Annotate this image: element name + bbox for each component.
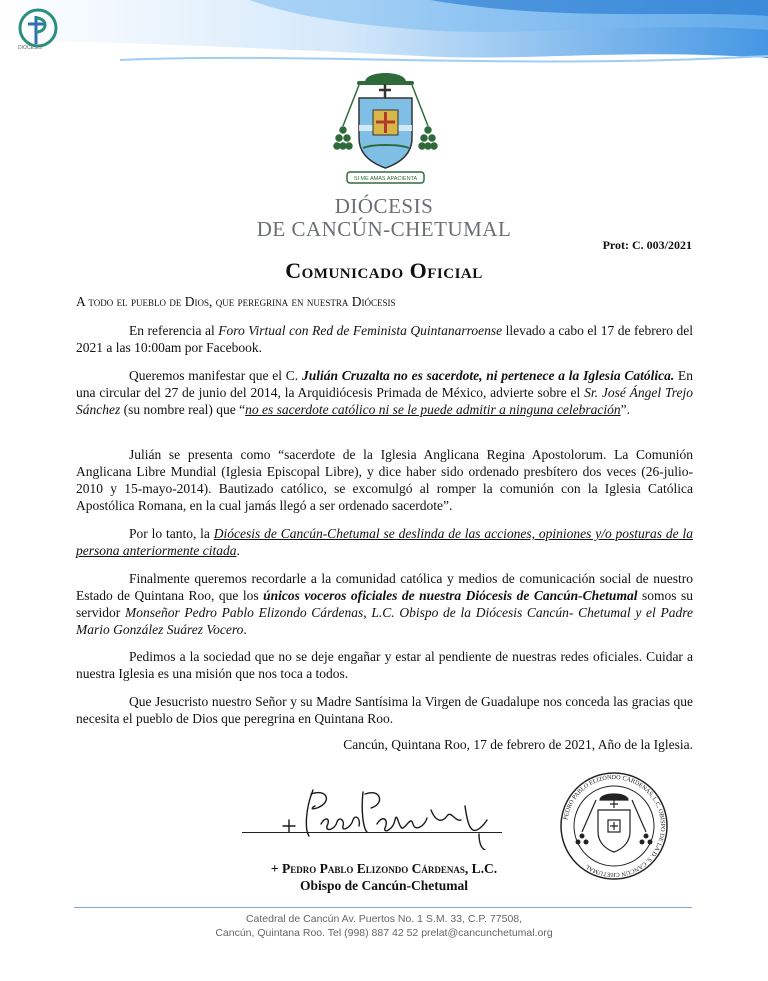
header-wave-banner — [0, 0, 768, 75]
diocese-name-line1: DIÓCESIS — [334, 194, 434, 218]
greeting: A todo el pueblo de Dios, que peregrina en nuestra Diócesis — [76, 294, 396, 309]
diocese-logo-icon — [14, 6, 62, 60]
handwritten-signature — [265, 780, 495, 850]
p5-spokespersons: Monseñor Pedro Pablo Elizondo Cárdenas, L.C. Obispo de la Diócesis Cancún- Chetumal y el Padre Mario González Suárez Vocero — [76, 605, 693, 637]
paragraph-3: Julián se presenta como “sacerdote de la Iglesia Anglicana Regina Apostolorum. La Comunión Anglicana Libre Mundial (Iglesia Episcopal Libre), y dice haber sido ordenado presbítero dos veces (26-julio-2010 y 15-mayo-2014). Bautizado católico, se excomulgó al romper la comunión con la Iglesia Católica Apostólica Romana, en la cual jamás llegó a ser ordenado sacerdote”. — [76, 447, 693, 513]
place-date: Cancún, Quintana Roo, 17 de febrero de 2021, Año de la Iglesia. — [343, 737, 693, 752]
signature-line — [242, 832, 502, 833]
crest-motto: SI ME AMAS APACIENTA — [353, 176, 418, 182]
logo-caption: DIÓCESIS — [18, 45, 42, 51]
p5-text-end: . — [243, 622, 247, 637]
p2-statement: Julián Cruzalta no es sacerdote, ni pertenece a la Iglesia Católica. — [301, 368, 675, 383]
paragraph-2 — [76, 367, 693, 418]
paragraph-5 — [76, 570, 693, 638]
paragraph-4 — [76, 525, 693, 559]
p2-text-mid: En una circular del 27 de junio del 2014, la Arquidiócesis Primada de México, advierte sobre el — [76, 368, 693, 400]
paragraph-7: Que Jesucristo nuestro Señor y su Madre Santísima la Virgen de Guadalupe nos conceda las gracias que necesita el pueblo de Dios que peregrina en Quintana Roo. — [76, 694, 693, 726]
p2-text: Queremos manifestar que el C. — [129, 368, 302, 383]
protocol-number: Prot: C. 003/2021 — [602, 238, 692, 252]
p1-text: En referencia al — [129, 323, 219, 338]
p1-text-end: llevado a cabo el 17 de febrero del 2021 a las 10:00am por Facebook. — [76, 323, 693, 355]
p4-disclaimer: Diócesis de Cancún-Chetumal se deslinda de las acciones, opiniones y/o posturas de la persona anteriormente citada — [76, 526, 693, 558]
p2-text-end: ”. — [620, 402, 630, 417]
p5-text: Finalmente queremos recordarle a la comunidad católica y medios de comunicación social de nuestro Estado de Quintana Roo, que los — [76, 571, 693, 603]
signer-name: + Pedro Pablo Elizondo Cárdenas, L.C. — [270, 861, 498, 876]
signer-role: Obispo de Cancún-Chetumal — [299, 878, 469, 893]
diocese-name-line2: DE CANCÚN-CHETUMAL — [256, 217, 512, 241]
p1-forum-name: Foro Virtual con Red de Feminista Quintanarroense — [218, 323, 503, 338]
p4-text: Por lo tanto, la — [129, 526, 214, 541]
footer-address-line1: Catedral de Cancún Av. Puertos No. 1 S.M. 33, C.P. 77508, — [245, 913, 523, 925]
footer-address-line2: Cancún, Quintana Roo. Tel (998) 887 42 52 prelat@cancunchetumal.org — [215, 927, 553, 939]
p2-quote: no es sacerdote católico ni se le puede admitir a ninguna celebración — [245, 402, 621, 417]
p2-text-quote-open: (su nombre real) que “ — [120, 402, 246, 417]
paragraph-1 — [76, 322, 693, 356]
p5-text-mid: somos su servidor — [76, 588, 693, 620]
p4-text-end: . — [236, 543, 240, 558]
p2-real-name: Sr. José Ángel Trejo Sánchez — [76, 385, 693, 417]
footer-divider — [74, 907, 692, 908]
p5-official-spokes: únicos voceros oficiales de nuestra Diócesis de Cancún-Chetumal — [263, 588, 638, 603]
seal-text: PEDRO PABLO ELIZONDO CARDENAS, L.C. OBISPO DE LA D. S. CANCUN CHETUMAL — [562, 773, 667, 879]
document-title: Comunicado Oficial — [285, 258, 483, 283]
paragraph-6: Pedimos a la sociedad que no se deje engañar y estar al pendiente de nuestras redes oficiales. Cuidar a nuestra Iglesia es una misión que nos toca a todos. — [76, 649, 693, 681]
official-seal-icon — [558, 770, 670, 882]
coat-of-arms-icon — [333, 66, 438, 190]
